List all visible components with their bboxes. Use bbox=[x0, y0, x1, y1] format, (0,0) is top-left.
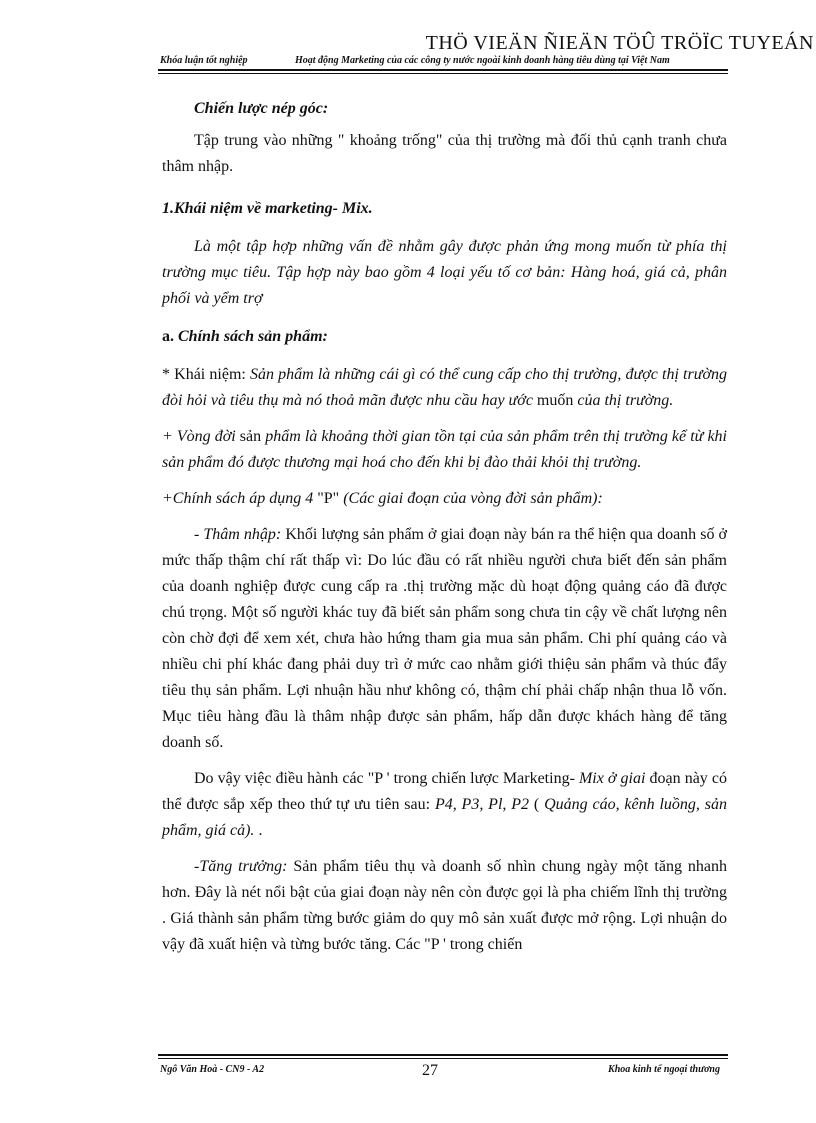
footer-rule-thick bbox=[158, 1054, 728, 1056]
order-g: . bbox=[254, 822, 263, 839]
order-d: P4, P3, Pl, P2 bbox=[434, 796, 530, 813]
paragraph-priority-order bbox=[162, 766, 727, 844]
policy-c: (Các giai đoạn của vòng đời sản phẩm): bbox=[339, 490, 603, 507]
header-rule-thin bbox=[158, 73, 728, 74]
concept-normal: muốn bbox=[532, 392, 574, 409]
header-right: Hoạt động Marketing của các công ty nước ngoài kinh doanh hàng tiêu dùng tại Việt Nam bbox=[295, 55, 670, 66]
paragraph-introduction-stage bbox=[162, 522, 727, 756]
page-number: 27 bbox=[422, 1062, 438, 1079]
policy-b: "P" bbox=[317, 490, 340, 507]
intro-text: Khối lượng sản phẩm ở giai đoạn này bán ra thể hiện qua doanh số ở mức thấp thậm chí rất thấp vì: Do lúc đầu có rất nhiều người chưa biết đến sản phẩm của doanh nghiệp được cung cấp ra .thị trường mặc dù hoạt động quảng cáo đã được chú trọng. Một số người khác tuy đã biết sản phẩm song chưa tin cậy về chất lượng nên còn chờ đợi để xem xét, chưa hào hứng tham gia mua sản phẩm. Chi phí quảng cáo và nhiều chi phí khác đang phải duy trì ở mức cao nhằm giới thiệu sản phẩm và thúc đẩy tiêu thụ sản phẩm. Lợi nhuận hầu như không có, thậm chí phải chấp nhận thua lỗ vốn. Mục tiêu hàng đầu là thâm nhập được sản phẩm, hấp dẫn được khách hàng để tăng doanh số. bbox=[162, 526, 727, 751]
library-watermark: THÖ VIEÄN ÑIEÄN TÖÛ TRÖÏC TUYEÁN bbox=[425, 32, 814, 54]
page-body bbox=[162, 94, 727, 958]
header-left: Khóa luận tốt nghiệp bbox=[160, 55, 248, 66]
growth-label: -Tăng trưởng: bbox=[194, 858, 288, 875]
heading-product-text: Chính sách sản phẩm: bbox=[174, 328, 328, 345]
heading-niche-strategy: Chiến lược nép góc: bbox=[194, 100, 329, 117]
order-f: Quảng cáo, kênh luồng, sản phẩm, giá cả). bbox=[162, 796, 727, 839]
header-rule-thick bbox=[158, 69, 728, 71]
footer-faculty: Khoa kinh tế ngoại thương bbox=[608, 1064, 720, 1075]
heading-marketing-mix: 1.Khái niệm về marketing- Mix. bbox=[162, 200, 373, 217]
concept-prefix: * Khái niệm: bbox=[162, 366, 250, 383]
order-c: đoạn này có thể được sắp xếp theo thứ tự ưu tiên sau: bbox=[162, 770, 727, 813]
paragraph-niche: Tập trung vào những " khoảng trống" của thị trường mà đối thủ cạnh tranh chưa thâm nhập. bbox=[162, 132, 727, 175]
concept-end: của thị trường. bbox=[573, 392, 674, 409]
intro-label: - Thâm nhập: bbox=[194, 526, 282, 543]
growth-text: Sản phẩm tiêu thụ và doanh số nhìn chung ngày một tăng nhanh hơn. Đây là nét nổi bật của giai đoạn này nên còn được gọi là pha chiếm lĩnh thị trường . Giá thành sản phẩm từng bước giảm do quy mô sản xuất được mở rộng. Lợi nhuận do vậy đã xuất hiện và từng bước tăng. Các "P ' trong chiến bbox=[162, 858, 727, 953]
footer-author: Ngô Văn Hoà - CN9 - A2 bbox=[160, 1064, 265, 1075]
paragraph-life-cycle bbox=[162, 424, 727, 476]
heading-product-prefix: a. bbox=[162, 328, 174, 345]
footer-rule-thin bbox=[158, 1058, 728, 1059]
concept-italic: Sản phẩm là những cái gì có thể cung cấp cho thị trường, được thị trường đòi hỏi và tiêu thụ mà nó thoả mãn được nhu cầu hay ước bbox=[162, 366, 727, 409]
order-e: ( bbox=[529, 796, 545, 813]
life-c: phẩm là khoảng thời gian tồn tại của sản phẩm trên thị trường kể từ khi sản phẩm đó được thương mại hoá cho đến khi bị đào thải khỏi thị trường. bbox=[162, 428, 728, 471]
order-a: Do vậy việc điều hành các "P ' trong chiến lược Marketing- bbox=[194, 770, 575, 787]
paragraph-concept bbox=[162, 362, 727, 414]
policy-a: +Chính sách áp dụng 4 bbox=[162, 490, 318, 507]
heading-product-policy bbox=[162, 324, 727, 350]
paragraph-marketing-mix: Là một tập hợp những vấn đề nhằm gây được phản ứng mong muốn từ phía thị trường mục tiêu. Tập hợp này bao gồm 4 loại yếu tố cơ bản: Hàng hoá, giá cả, phân phối và yểm trợ bbox=[162, 238, 727, 307]
life-a: + Vòng đời bbox=[162, 428, 236, 445]
paragraph-policy bbox=[162, 486, 727, 512]
life-b: sản bbox=[235, 428, 266, 445]
paragraph-growth-stage bbox=[162, 854, 727, 958]
order-b: Mix ở giai bbox=[574, 770, 646, 787]
